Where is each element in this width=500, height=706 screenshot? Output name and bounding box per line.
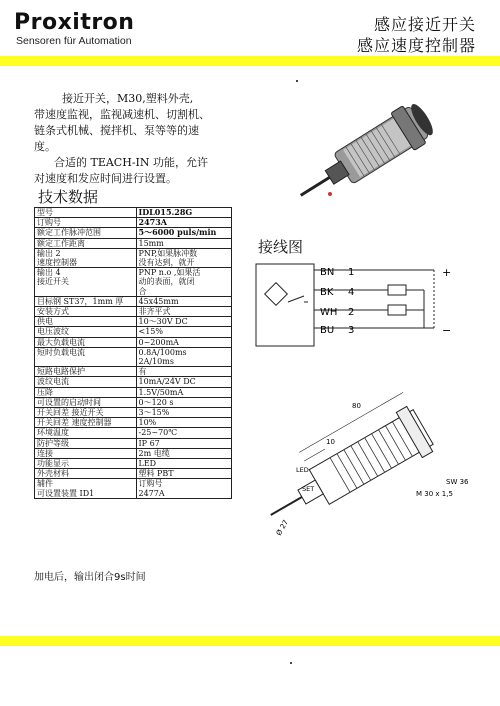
spec-row [35, 479, 232, 498]
spec-value: 1.5V/50mA [136, 387, 232, 397]
spec-row [35, 408, 232, 418]
wiring-diagram [254, 258, 474, 354]
spec-key: 电压波纹 [35, 327, 137, 337]
wire-wh-num: 2 [348, 307, 355, 318]
thread-spec: M 30 x 1,5 [416, 490, 453, 498]
intro-line5: 合适的 TEACH-IN 功能，允许 [54, 156, 208, 169]
spec-value: 塑料 PBT [136, 469, 232, 479]
spec-key: 环境温度 [35, 428, 137, 438]
spec-row [35, 377, 232, 387]
spec-value: PNP,如果脉冲数 没有达到，就开 [136, 248, 232, 267]
spec-row [35, 418, 232, 428]
sensor-photo [290, 86, 480, 216]
spec-key: 波纹电流 [35, 377, 137, 387]
set-label: SET [302, 485, 315, 493]
spec-row [35, 459, 232, 469]
spec-key: 外壳材料 [35, 469, 137, 479]
spec-key: 订购号 [35, 218, 137, 228]
spec-key: 额定工作脉冲范围 [35, 228, 137, 238]
wrench-size: SW 36 [446, 478, 469, 486]
supply-minus: − [442, 324, 452, 337]
spec-key: 辅件 可设置装置 ID1 [35, 479, 137, 498]
spec-value: -25~70℃ [136, 428, 232, 438]
spec-row [35, 317, 232, 327]
spec-key: 最大负载电流 [35, 337, 137, 347]
spec-value: 0～120 s [136, 397, 232, 407]
spec-value: 2473A [136, 218, 232, 228]
spec-key: 可设置的启动时间 [35, 397, 137, 407]
spec-value: 有 [136, 367, 232, 377]
bottom-dot [290, 662, 292, 664]
spec-value: 2m 电缆 [136, 448, 232, 458]
top-accent-bar [0, 56, 500, 66]
spec-value: 0~200mA [136, 337, 232, 347]
spec-key: 压降 [35, 387, 137, 397]
page-title-line2: 感应速度控制器 [356, 36, 476, 55]
wiring-title: 接线图 [258, 238, 304, 256]
spec-key: 输出 4 接近开关 [35, 268, 137, 297]
spec-row [35, 268, 232, 297]
spec-row [35, 307, 232, 317]
spec-key: 开关回差 速度控制器 [35, 418, 137, 428]
spec-section-title: 技术数据 [38, 188, 99, 206]
page-title-line1: 感应接近开关 [373, 15, 476, 34]
spec-row [35, 428, 232, 438]
spec-key: 开关回差 接近开关 [35, 408, 137, 418]
spec-key: 安装方式 [35, 307, 137, 317]
brand-logo: Proxitron [14, 10, 135, 35]
spec-table [34, 207, 232, 499]
footnote: 加电后，输出闭合9s时间 [34, 572, 146, 583]
spec-row [35, 397, 232, 407]
spec-value: 10～30V DC [136, 317, 232, 327]
spec-row [35, 367, 232, 377]
wire-bu-code: BU [320, 325, 335, 336]
spec-key: 连接 [35, 448, 137, 458]
spec-row [35, 438, 232, 448]
wire-wh-code: WH [320, 307, 338, 318]
dim-sensing: 10 [326, 438, 335, 446]
wire-bk-code: BK [320, 287, 334, 298]
dimension-drawing [256, 360, 484, 560]
intro-line1: 接近开关，M30,塑料外壳, [62, 92, 194, 105]
spec-key: 额定工作距离 [35, 238, 137, 248]
supply-plus: + [442, 266, 452, 279]
spec-key: 输出 2 速度控制器 [35, 248, 137, 267]
spec-key: 防护等级 [35, 438, 137, 448]
spec-row [35, 208, 232, 218]
spec-value: 3～15% [136, 408, 232, 418]
spec-key: 短时负载电流 [35, 347, 137, 366]
spec-row [35, 387, 232, 397]
spec-row [35, 327, 232, 337]
spec-row [35, 228, 232, 238]
spec-value: 订购号 2477A [136, 479, 232, 498]
spec-value: PNP n.o ,如果活 动的表面，就闭 合 [136, 268, 232, 297]
spec-row [35, 248, 232, 267]
intro-line6: 对速度和发应时间进行设置。 [34, 172, 177, 185]
spec-row [35, 347, 232, 366]
spec-row [35, 238, 232, 248]
spec-value: IP 67 [136, 438, 232, 448]
intro-line2: 带速度监视，监视减速机、切割机、 [34, 108, 210, 121]
wire-bu-num: 3 [348, 325, 355, 336]
spec-key: 短路电路保护 [35, 367, 137, 377]
spec-value: 0.8A/100ms 2A/10ms [136, 347, 232, 366]
spec-row [35, 218, 232, 228]
divider-dot [296, 80, 298, 82]
spec-value: LED [136, 459, 232, 469]
wire-bn-num: 1 [348, 267, 355, 278]
spec-value: IDL015.28G [136, 208, 232, 218]
spec-value: 5～6000 puls/min [136, 228, 232, 238]
diameter-label: Ø 27 [274, 518, 291, 537]
intro-line4: 度。 [34, 140, 56, 153]
spec-value: 非齐平式 [136, 307, 232, 317]
spec-key: 目标钢 ST37，1mm 厚 [35, 296, 137, 306]
spec-row [35, 337, 232, 347]
wire-bn-code: BN [320, 267, 335, 278]
spec-value: 45x45mm [136, 296, 232, 306]
spec-key: 供电 [35, 317, 137, 327]
spec-row [35, 448, 232, 458]
brand-tagline: Sensoren für Automation [16, 35, 132, 47]
spec-value: <15% [136, 327, 232, 337]
intro-line3: 链条式机械、搅拌机、泵等等的速 [34, 124, 199, 137]
spec-key: 功能显示 [35, 459, 137, 469]
spec-row [35, 296, 232, 306]
led-label: LED [296, 466, 309, 474]
bottom-accent-bar [0, 636, 500, 646]
spec-value: 15mm [136, 238, 232, 248]
spec-key: 型号 [35, 208, 137, 218]
wire-bk-num: 4 [348, 287, 355, 298]
dim-length: 80 [352, 402, 361, 410]
spec-value: 10% [136, 418, 232, 428]
spec-value: 10mA/24V DC [136, 377, 232, 387]
spec-row [35, 469, 232, 479]
